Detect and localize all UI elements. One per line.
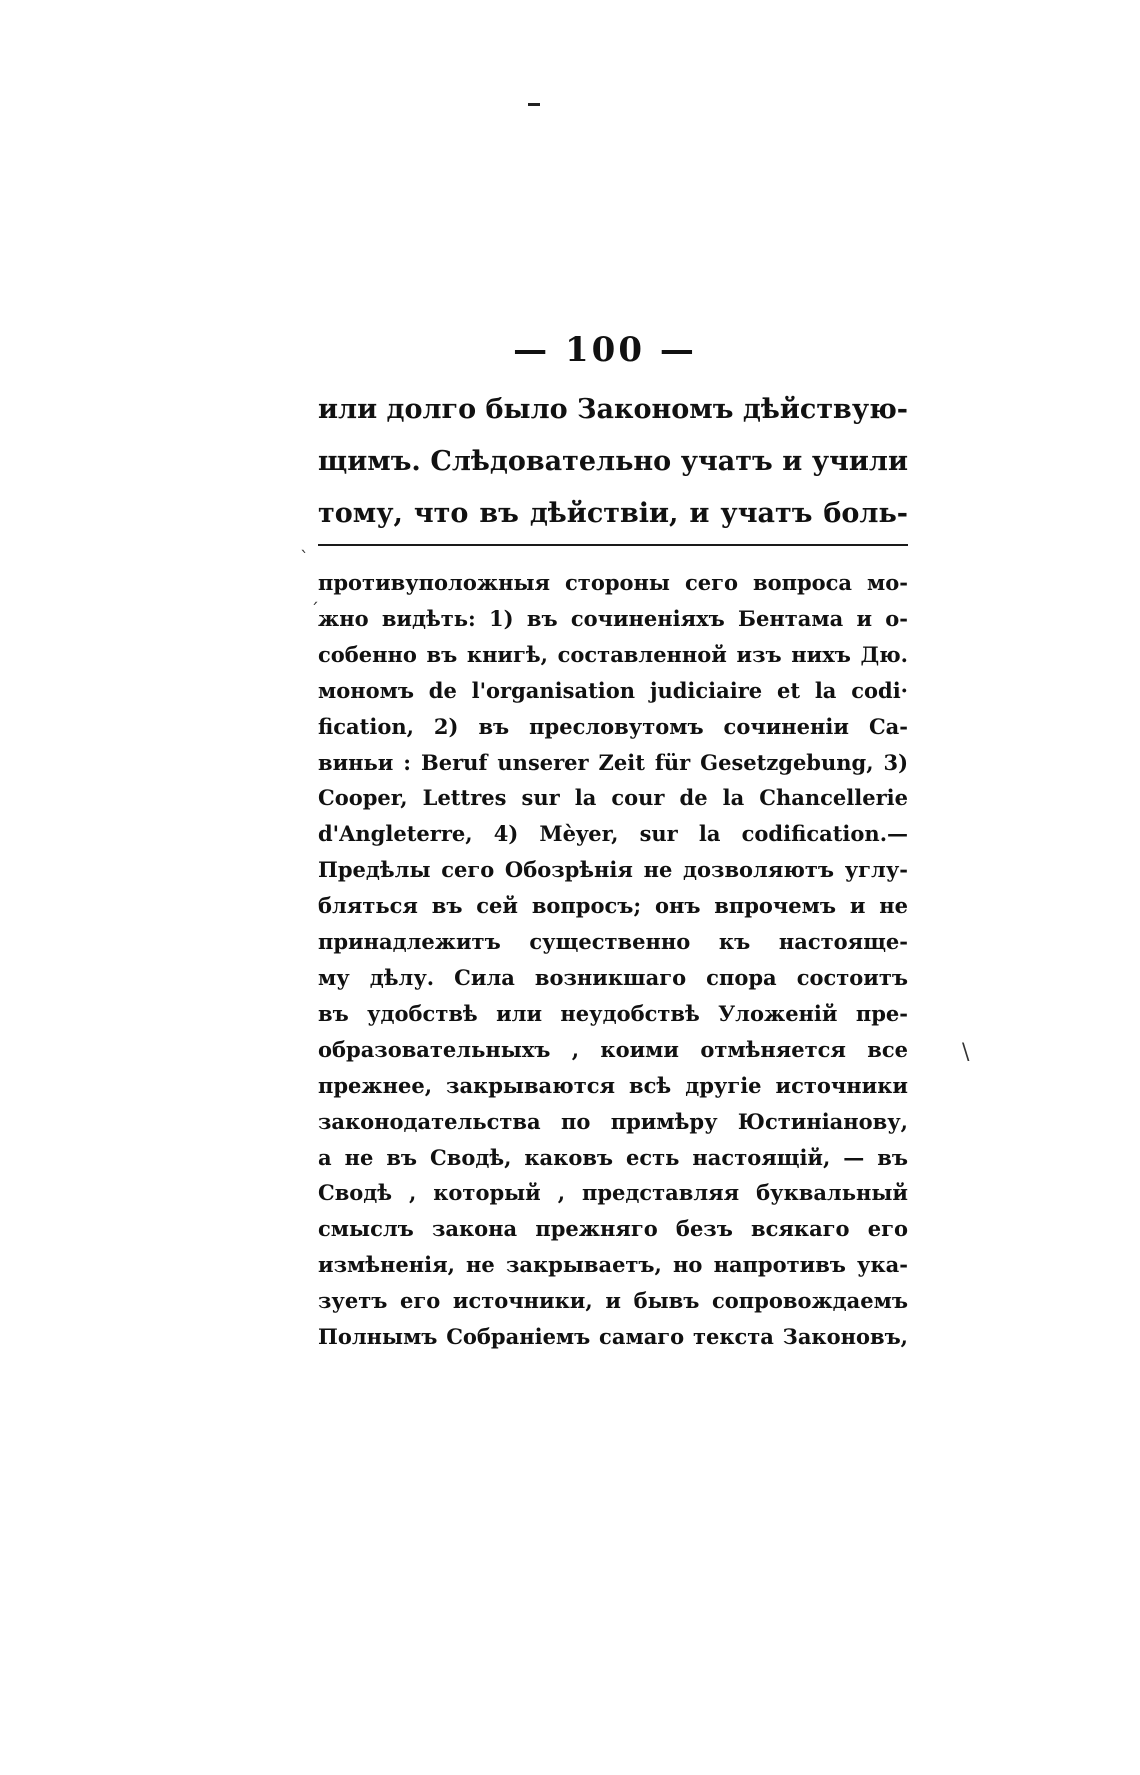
main-text — [318, 384, 908, 540]
footnote-line: Сводѣ , который , представляя буквальный — [318, 1180, 908, 1206]
footnote-line: мономъ de l'organisation judiciaire et la codi· — [318, 677, 908, 703]
footnote-line: образовательныхъ , коими отмѣняется все — [318, 1036, 908, 1062]
footnote-line: Cooper, Lettres sur la cour de la Chancellerie — [318, 785, 908, 811]
stray-mark: ´ — [310, 600, 319, 621]
footnote-line: d'Angleterre, 4) Mèyer, sur la codification.— — [318, 821, 908, 847]
footnote-line: противуположныя стороны сего вопроса мо- — [318, 570, 908, 595]
main-text-line: или долго было Закономъ дѣйствую- — [318, 394, 908, 425]
footnote-line: зуетъ его источники, и бывъ сопровождаемъ — [318, 1288, 908, 1314]
footnote-line: Предѣлы сего Обозрѣнія не дозволяютъ углу- — [318, 857, 908, 883]
footnote-line: жно видѣть: 1) въ сочиненіяхъ Бентама и о- — [318, 605, 908, 631]
footnote-line: собенно въ книгѣ, составленной изъ нихъ Дю. — [318, 641, 908, 667]
footnote-line: смыслъ закона прежняго безъ всякаго его — [318, 1216, 908, 1242]
footnote-line: а не въ Сводѣ, каковъ есть настоящій, — въ — [318, 1144, 908, 1170]
footnote-line: законодательства по примѣру Юстиніанову, — [318, 1108, 908, 1134]
footnote-line: принадлежитъ существенно къ настояще- — [318, 929, 908, 955]
footnote-line: измѣненія, не закрываетъ, но напротивъ ука- — [318, 1252, 908, 1278]
footnote-line: fication, 2) въ пресловутомъ сочиненіи Са- — [318, 713, 908, 739]
footnote-divider — [318, 544, 908, 546]
footnote-line: прежнее, закрываются всѣ другіе источники — [318, 1072, 908, 1098]
footnote-line: въ удобствѣ или неудобствѣ Уложеній пре- — [318, 1000, 908, 1026]
stray-mark: ` — [300, 548, 309, 569]
top-mark — [528, 103, 540, 106]
main-text-line: щимъ. Слѣдовательно учатъ и учили — [318, 446, 908, 477]
main-text-line: тому, что въ дѣйствіи, и учатъ боль- — [318, 498, 908, 529]
footnote-line: виньи : Beruf unserer Zeit für Gesetzgebung, 3) — [318, 749, 908, 775]
stray-mark: \ — [962, 1040, 970, 1065]
page-number: — 100 — — [513, 330, 697, 370]
footnote-line: бляться въ сей вопросъ; онъ впрочемъ и не — [318, 893, 908, 919]
footnote-line: му дѣлу. Сила возникшаго спора состоитъ — [318, 964, 908, 990]
footnote-line: Полнымъ Собраніемъ самаго текста Законовъ, — [318, 1324, 908, 1350]
footnote — [318, 565, 908, 1355]
